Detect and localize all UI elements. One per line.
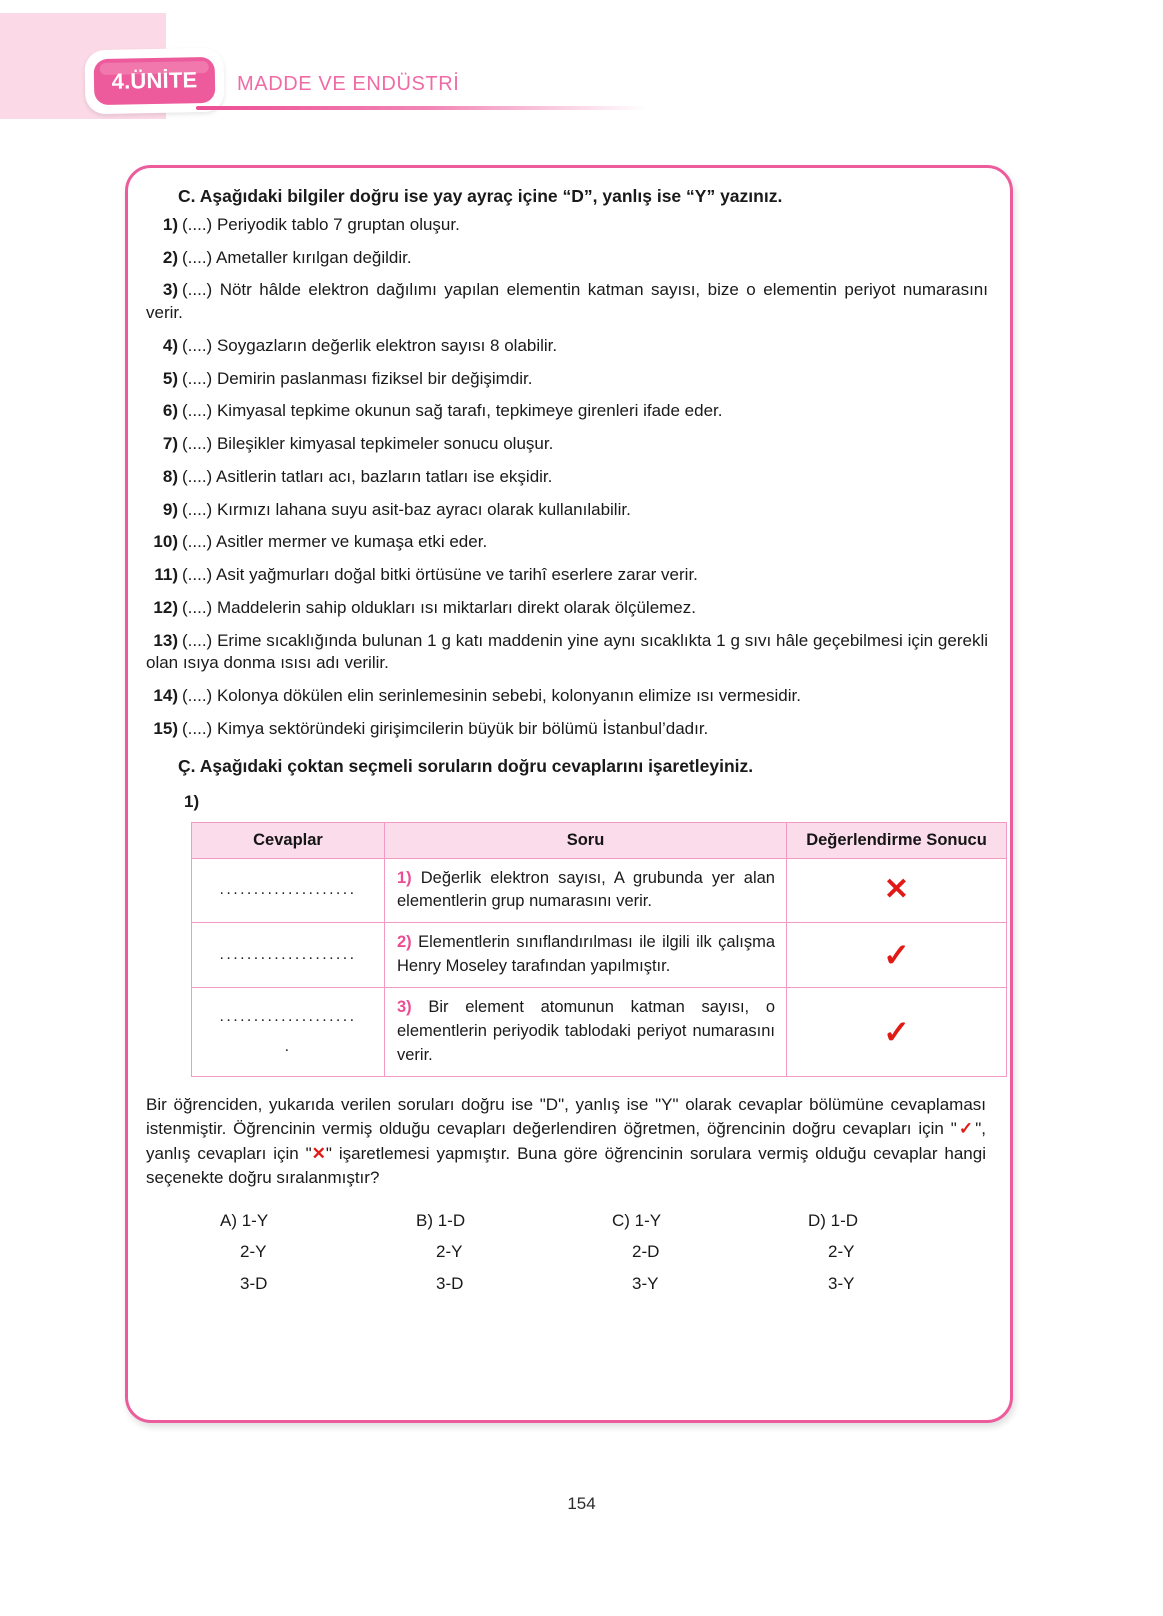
explanation-text-part2: ", yanlış cevapları için " [146, 1119, 987, 1163]
tf-item-number: 11) [154, 565, 178, 585]
tf-item-blank[interactable]: (....) [182, 565, 213, 585]
answer-dots: .................... [219, 946, 357, 964]
option-b-line3: 3-D [436, 1273, 464, 1293]
unit-title: MADDE VE ENDÜSTRİ [237, 73, 460, 95]
option-a-line3: 3-D [240, 1273, 268, 1293]
option-c-line3: 3-Y [632, 1273, 659, 1293]
tf-item [146, 630, 988, 676]
question-number-inline: 1) [397, 868, 412, 887]
tf-item-number: 8) [162, 466, 178, 486]
table-header-soru: Soru [385, 822, 787, 858]
tf-item-number: 9) [162, 499, 178, 519]
tf-item-blank[interactable]: (....) [182, 719, 213, 738]
tf-item-number: 10) [153, 532, 178, 552]
tf-item-blank[interactable]: (....) [182, 532, 213, 552]
tf-item [146, 718, 988, 741]
tf-item-text: Nötr hâlde elektron dağılımı yapılan elementin katman sayısı, bize o elementin periyot numarasını verir. [146, 280, 988, 323]
question-text: Değerlik elektron sayısı, A grubunda yer alan elementlerin grup numarasını verir. [397, 868, 775, 911]
tf-item [146, 279, 988, 325]
unit-badge [94, 57, 216, 105]
result-cell [787, 858, 1007, 923]
question-cell [385, 923, 787, 988]
tf-item-blank[interactable]: (....) [182, 686, 213, 706]
tf-item [146, 597, 988, 620]
explanation-text-part3: " işaretlemesi yapmıştır. Buna göre öğrencinin sorulara vermiş olduğu cevaplar hangi seçenekte doğru sıralanmıştır? [146, 1143, 986, 1188]
tf-item-blank[interactable]: (....) [182, 434, 213, 454]
table-row [192, 923, 1007, 988]
option-d-line1: D) 1-D [808, 1210, 859, 1230]
tf-item [146, 335, 988, 358]
question-cell [385, 858, 787, 923]
answer-dots: .................... [219, 1007, 357, 1025]
option-a-line2: 2-Y [240, 1242, 267, 1262]
option-c-line2: 2-D [632, 1242, 660, 1262]
table-header-cevaplar: Cevaplar [192, 822, 385, 858]
table-header-row [192, 822, 1007, 858]
section-c2-heading: Ç. Aşağıdaki çoktan seçmeli soruların doğru cevaplarını işaretleyiniz. [178, 755, 754, 776]
question-cell [385, 988, 787, 1077]
tf-item-text: Kırmızı lahana suyu asit-baz ayracı olarak kullanılabilir. [216, 499, 631, 519]
tf-item-number: 15) [153, 719, 178, 738]
tf-item-blank[interactable]: (....) [182, 401, 213, 421]
option-a[interactable] [188, 1205, 384, 1299]
question-text: Bir element atomunun katman sayısı, o elementlerin periyodik tablodaki periyot numarasını verir. [397, 998, 775, 1065]
evaluation-table [191, 822, 1007, 1077]
answer-dots-extra: . [284, 1038, 292, 1056]
tf-item-number: 5) [162, 368, 178, 388]
tf-item [146, 466, 988, 489]
tf-item-number: 13) [153, 630, 178, 650]
unit-badge-label: 4.ÜNİTE [111, 67, 198, 94]
content-panel [125, 165, 1013, 1423]
answer-options [146, 1205, 988, 1299]
tf-item-text: Soygazların değerlik elektron sayısı 8 olabilir. [216, 335, 558, 355]
unit-badge-container [94, 57, 216, 105]
option-d[interactable] [776, 1205, 972, 1299]
tf-item-blank[interactable]: (....) [182, 280, 213, 300]
tf-item-text: Asitler mermer ve kumaşa etki eder. [216, 532, 488, 552]
tf-item-blank[interactable]: (....) [182, 368, 213, 388]
table-row [192, 988, 1007, 1077]
explanation-text-part1: Bir öğrenciden, yukarıda verilen soruları doğru ise "D", yanlış ise "Y" olarak cevaplar bölümüne cevaplaması istenmiştir. Öğrencinin vermiş olduğu cevapları değerlendiren öğretmen, öğrencinin doğru cevapları için " [146, 1094, 986, 1139]
tf-item-number: 3) [162, 280, 178, 300]
tf-item [146, 368, 988, 391]
tf-item-text: Erime sıcaklığında bulunan 1 g katı maddenin yine aynı sıcaklıkta 1 g sıvı hâle geçebilmesi için gerekli olan ısıya donma ısısı adı verilir. [146, 630, 988, 673]
answer-blank-cell[interactable] [192, 988, 385, 1077]
question-text: Elementlerin sınıflandırılması ile ilgili ilk çalışma Henry Moseley tarafından yapılmıştır. [397, 933, 775, 976]
option-a-line1: A) 1-Y [220, 1210, 269, 1230]
tf-item-text: Bileşikler kimyasal tepkimeler sonucu oluşur. [216, 434, 554, 454]
tf-item-text: Asitlerin tatları acı, bazların tatları ise ekşidir. [216, 466, 553, 486]
tf-item-blank[interactable]: (....) [182, 630, 213, 650]
option-c[interactable] [580, 1205, 776, 1299]
tf-item [146, 433, 988, 456]
tf-item-number: 4) [162, 335, 178, 355]
content-inner [128, 168, 1010, 1299]
tf-item-blank[interactable]: (....) [182, 597, 213, 617]
page-number: 154 [567, 1494, 596, 1513]
cross-icon-inline: ✕ [311, 1143, 326, 1163]
section-c-heading: C. Aşağıdaki bilgiler doğru ise yay ayraç içine “D”, yanlış ise “Y” yazınız. [178, 186, 783, 206]
tf-item-text: Kimya sektöründeki girişimcilerin büyük bir bölümü İstanbul’dadır. [216, 719, 709, 738]
tf-item-number: 1) [162, 214, 178, 234]
tf-item-number: 2) [162, 247, 178, 267]
tf-item-blank[interactable]: (....) [182, 247, 213, 267]
table-row [192, 858, 1007, 923]
question-number-inline: 3) [397, 998, 412, 1017]
option-b[interactable] [384, 1205, 580, 1299]
tf-item [146, 685, 988, 708]
check-icon: ✓ [883, 937, 910, 974]
option-c-line1: C) 1-Y [612, 1210, 662, 1230]
cross-icon: ✕ [883, 873, 910, 907]
option-d-line3: 3-Y [828, 1273, 855, 1293]
answer-blank-cell[interactable] [192, 923, 385, 988]
tf-item-text: Maddelerin sahip oldukları ısı miktarları direkt olarak ölçülemez. [216, 597, 696, 617]
check-icon: ✓ [883, 1014, 910, 1051]
tf-item [146, 214, 988, 237]
result-cell [787, 988, 1007, 1077]
tf-item-blank[interactable]: (....) [182, 466, 213, 486]
table-header-sonuc: Değerlendirme Sonucu [787, 822, 1007, 858]
tf-item-number: 12) [153, 597, 178, 617]
tf-item [146, 247, 988, 270]
answer-dots: .................... [219, 881, 357, 899]
tf-item-text: Demirin paslanması fiziksel bir değişimdir. [216, 368, 533, 388]
explanation-paragraph [146, 1093, 988, 1191]
option-d-line2: 2-Y [828, 1242, 855, 1262]
tf-item-blank[interactable]: (....) [182, 214, 213, 234]
tf-item-text: Asit yağmurları doğal bitki örtüsüne ve tarihî eserlere zarar verir. [216, 565, 698, 585]
tf-item-text: Periyodik tablo 7 gruptan oluşur. [216, 214, 460, 234]
question-number-inline: 2) [397, 933, 412, 952]
tf-item-blank[interactable]: (....) [182, 499, 213, 519]
tf-item [146, 531, 988, 554]
answer-blank-cell[interactable] [192, 858, 385, 923]
tf-item-text: Kimyasal tepkime okunun sağ tarafı, tepkimeye girenleri ifade eder. [216, 401, 723, 421]
tf-item-text: Kolonya dökülen elin serinlemesinin sebebi, kolonyanın elimize ısı vermesidir. [216, 686, 801, 706]
check-icon-inline: ✓ [956, 1119, 976, 1139]
result-cell [787, 923, 1007, 988]
option-b-line1: B) 1-D [416, 1210, 466, 1230]
tf-item [146, 499, 988, 522]
tf-item-text: Ametaller kırılgan değildir. [216, 247, 412, 267]
header-divider-rule [196, 106, 646, 110]
tf-item [146, 400, 988, 423]
tf-item-number: 6) [162, 401, 178, 421]
question-number: 1) [184, 791, 200, 811]
option-b-line2: 2-Y [436, 1242, 463, 1262]
tf-item-blank[interactable]: (....) [182, 335, 213, 355]
tf-item-number: 14) [153, 686, 178, 706]
tf-item-number: 7) [162, 434, 178, 454]
tf-item [146, 564, 988, 587]
